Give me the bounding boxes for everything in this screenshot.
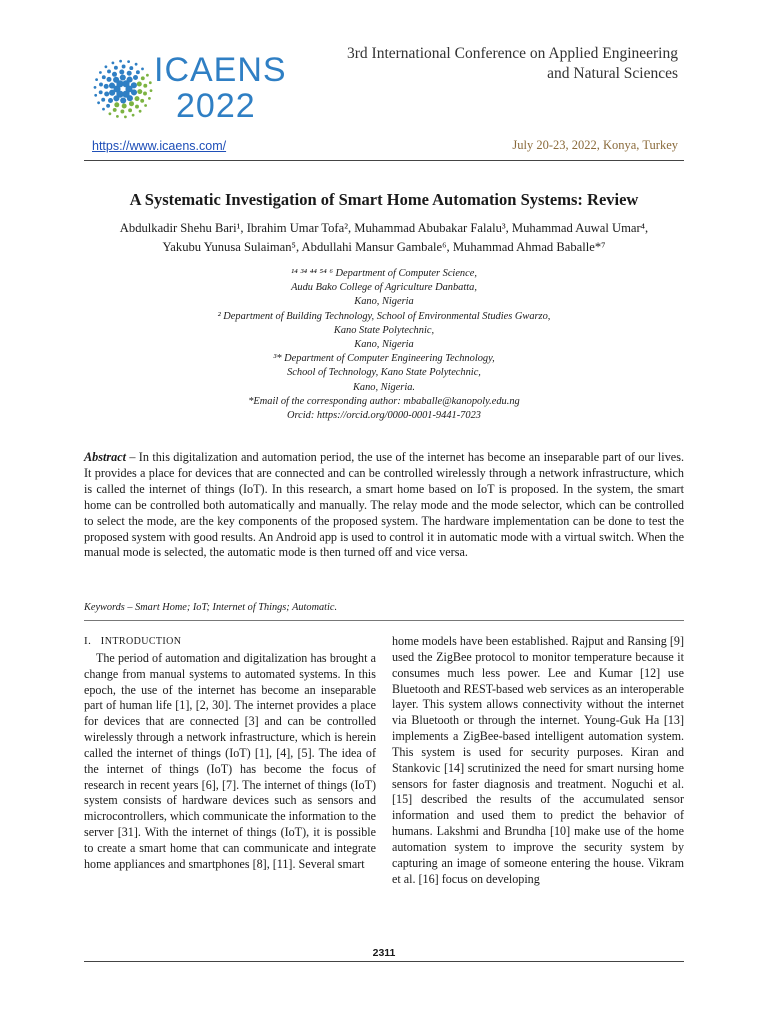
- logo-dot: [104, 84, 109, 89]
- authors-line-2: Yakubu Yunusa Sulaiman⁵, Abdullahi Mansur Gambale⁶, Muhammad Ahmad Baballe*⁷: [162, 240, 606, 254]
- logo-dot: [112, 62, 115, 65]
- logo-dot: [119, 60, 122, 63]
- keywords: Keywords – Smart Home; IoT; Internet of Things; Automatic.: [84, 602, 338, 613]
- affiliation-line: School of Technology, Kano State Polytechnic,: [287, 367, 481, 379]
- affiliation-line: ³* Department of Computer Engineering Technology,: [273, 353, 495, 365]
- logo-dot: [109, 83, 115, 89]
- logo-dot: [119, 70, 124, 75]
- affiliation-line: ¹⁴ ³⁴ ⁴⁴ ⁵⁴ ⁶ Department of Computer Science,: [291, 268, 477, 279]
- affiliation-line: Audu Bako College of Agriculture Danbatta,: [291, 282, 477, 294]
- keywords-divider: [84, 620, 684, 621]
- logo-dot: [131, 89, 137, 95]
- logo-dot: [136, 70, 140, 74]
- logo-dot: [133, 75, 138, 80]
- logo-dot: [146, 74, 149, 77]
- logo-dot: [128, 108, 132, 112]
- logo-dot: [141, 76, 145, 80]
- logo-dot: [120, 110, 124, 114]
- conference-title: [278, 44, 678, 84]
- conference-title-line1: 3rd International Conference on Applied Engineering: [347, 45, 678, 62]
- logo-dot: [120, 97, 126, 103]
- logo-dot: [94, 94, 97, 97]
- logo-year: 2022: [176, 87, 256, 125]
- logo-dot: [95, 78, 98, 81]
- logo-dot: [109, 112, 112, 115]
- section-heading-introduction: [84, 634, 376, 650]
- logo-dot: [122, 104, 127, 109]
- abstract-label: Abstract: [84, 450, 126, 464]
- logo-dot: [102, 108, 105, 111]
- affiliation-line: Kano, Nigeria: [354, 296, 414, 308]
- logo-dot: [109, 90, 115, 96]
- logo-dot: [113, 108, 117, 112]
- logo-wordmark: ICAENS: [154, 51, 287, 89]
- affiliation-line: Kano, Nigeria.: [352, 381, 416, 393]
- logo-dot: [129, 66, 133, 70]
- author-list: [76, 219, 692, 257]
- affiliation-line: Kano State Polytechnic,: [333, 324, 435, 336]
- body-column-left: [84, 634, 376, 873]
- conference-date: July 20-23, 2022, Konya, Turkey: [512, 138, 678, 152]
- orcid-line: Orcid: https://orcid.org/0000-0001-9441-7023: [287, 410, 481, 422]
- logo-dot: [102, 75, 106, 79]
- abstract-text: – In this digitalization and automation period, the use of the internet has become an inseparable part of our lives. It provides a place for devices that are connected and can be controlled wirelessly through a network infrastructure, which is called the internet of things (IoT). In this research, a smart home based on IoT is proposed. In the system, the smart home can be controlled both automatically and manually. The relay mode and the mode selector, which can be controlled to select the mode, are the key components of the proposed system. The hardware implementation can be done to test the proposed system with good results. An Android app is used to control it in automatic mode with a virtual switch. When the manual mode is selected, the automatic mode is then turned off and vice versa.: [84, 450, 684, 560]
- logo-dot: [137, 89, 142, 94]
- intro-paragraph-right: home models have been established. Rajput and Ransing [9] used the ZigBee protocol to monitor temperature because it consumes much less power. Lee and Kumar [12] use Bluetooth and REST-based web services as an interoperable layer. This system allows connectivity without the internet via Bluetooth or through the internet. Young-Guk Ha [13] implements a ZigBee-based intelligent automation system. This system is used for security purposes. Kiran and Stankovic [14] scrutinized the need for smart nursing home sensors for faster diagnosis and treatment. Noguchi et al. [15] described the results of the accumulated sensor information and used them to predict the behavior of humans. Lakshmi and Brundha [10] make use of the home automation system to improve the security system by capturing an image of someone entering the house. Vikram et al. [16] focus on developing: [392, 634, 684, 886]
- affiliations: [84, 267, 684, 423]
- logo-dot: [143, 84, 147, 88]
- dots-globe-icon: [92, 56, 154, 122]
- header-divider: [84, 160, 684, 161]
- logo-dot: [104, 92, 109, 97]
- logo-dot: [143, 92, 147, 96]
- footer-divider: [84, 961, 684, 962]
- abstract: [84, 450, 684, 561]
- body-column-right: [392, 634, 684, 888]
- logo-dot: [116, 115, 119, 118]
- logo-dot: [127, 77, 133, 83]
- logo-dot: [107, 69, 111, 73]
- logo-dot: [106, 104, 110, 108]
- logo-dot: [122, 65, 126, 69]
- logo-dot: [112, 72, 117, 77]
- logo-dot: [144, 104, 147, 107]
- logo-dot: [99, 71, 102, 74]
- logo-dot: [97, 101, 100, 104]
- logo-dot: [99, 83, 103, 87]
- logo-dot: [120, 74, 126, 80]
- logo-dot: [150, 89, 153, 92]
- authors-line-1: Abdulkadir Shehu Bari¹, Ibrahim Umar Tofa², Muhammad Abubakar Falalu³, Muhammad Auwal Umar⁴,: [119, 221, 649, 235]
- logo-dot: [149, 81, 152, 84]
- logo-dot: [114, 102, 119, 107]
- conference-logo: [92, 50, 287, 130]
- logo-dot: [137, 82, 142, 87]
- page-number: 2311: [372, 947, 396, 959]
- corresponding-email: *Email of the corresponding author: mbaballe@kanopoly.edu.ng: [248, 395, 520, 407]
- logo-dot: [114, 66, 118, 70]
- logo-dot: [113, 77, 119, 83]
- affiliation-line: Kano, Nigeria: [354, 339, 414, 351]
- logo-dot: [99, 90, 103, 94]
- section-initial: I: [100, 635, 105, 647]
- section-title-rest: NTRODUCTION: [104, 636, 182, 647]
- logo-dot: [141, 68, 144, 71]
- section-number: I.: [84, 635, 92, 647]
- logo-dot: [140, 99, 144, 103]
- logo-dot: [94, 86, 97, 89]
- intro-paragraph-left: The period of automation and digitalization has brought a change from manual systems to automated systems. In this epoch, the use of the internet has become an inseparable part of human life [1], [2, 30]. The internet provides a place for devices that are connected [3] and can be controlled wirelessly through a network infrastructure, which is herein called the internet of things (IoT) [1], [4], [5]. The idea of the internet of things (IoT) has become the focus of research in recent years [6], [7]. The internet of things (IoT) system consists of hardware devices such as sensors and microcontrollers, which communicate the information to the server [31]. With the internet of things (IoT), it is possible to create a smart home that can communicate and integrate home appliances and smartphones [8], [11]. Several smart: [84, 650, 376, 871]
- logo-dot: [148, 97, 151, 100]
- logo-dot: [131, 82, 137, 88]
- logo-dot: [132, 114, 135, 117]
- conference-title-line2: and Natural Sciences: [547, 65, 678, 82]
- logo-dot: [127, 95, 133, 101]
- affiliation-line: ² Department of Building Technology, School of Environmental Studies Gwarzo,: [217, 310, 551, 322]
- logo-dot: [135, 63, 138, 66]
- logo-dot: [129, 101, 134, 106]
- paper-title: A Systematic Investigation of Smart Home Automation Systems: Review: [129, 190, 639, 209]
- logo-dot: [127, 60, 130, 63]
- logo-dot: [107, 77, 112, 82]
- logo-dot: [127, 71, 132, 76]
- logo-dot: [105, 65, 108, 68]
- logo-dot: [113, 95, 119, 101]
- logo-dot: [135, 96, 140, 101]
- logo-dot: [101, 98, 105, 102]
- logo-dot: [108, 98, 113, 103]
- logo-dot: [139, 110, 142, 113]
- logo-dot: [124, 116, 127, 119]
- logo-dot: [135, 105, 139, 109]
- conference-url-link[interactable]: https://www.icaens.com/: [92, 139, 227, 153]
